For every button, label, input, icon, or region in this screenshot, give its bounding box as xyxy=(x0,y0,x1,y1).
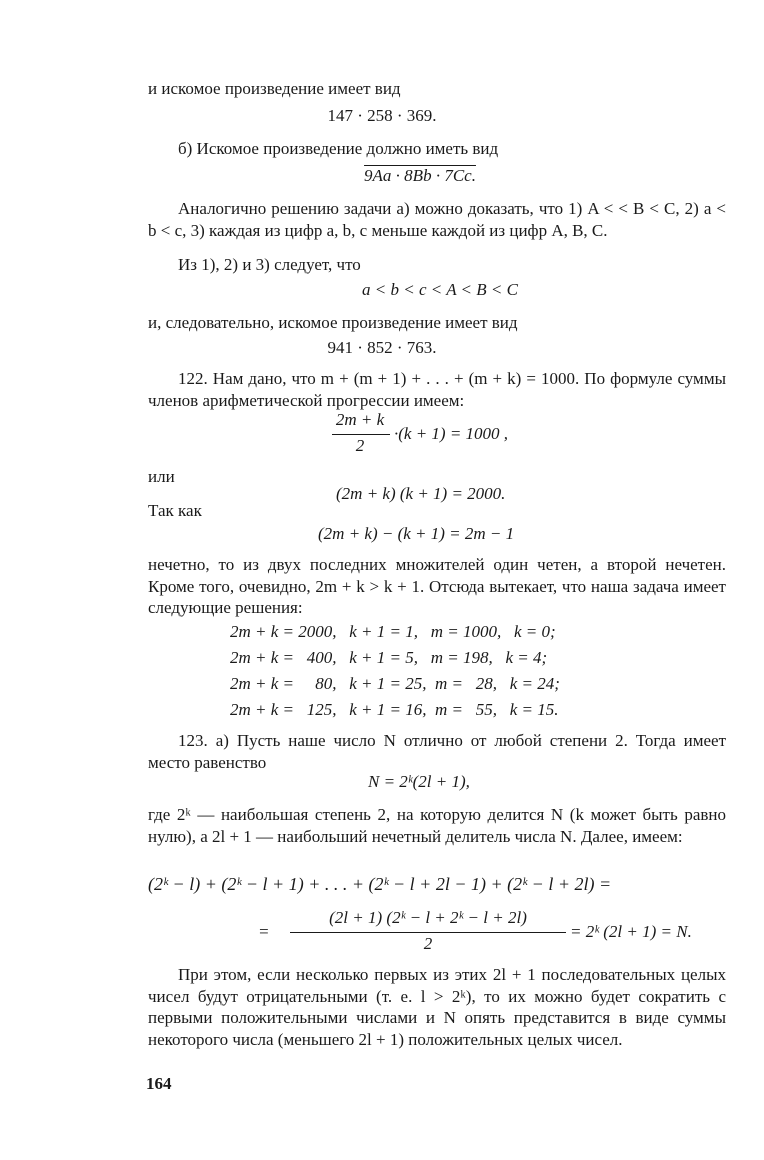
paragraph: где 2ᵏ — наибольшая степень 2, на которую делится N (k может быть равно нулю), а 2l + 1 — наибольший нечетный делитель числа N. Далее, имеем: xyxy=(148,805,726,846)
fraction-numerator: 2m + k xyxy=(335,410,385,429)
equation: (2m + k) − (k + 1) = 2m − 1 xyxy=(318,524,515,543)
equation: = 2ᵏ (2l + 1) = N. xyxy=(570,922,692,941)
paragraph: При этом, если несколько первых из этих 2l + 1 последовательных целых чисел будут отрицательными (т. е. l > 2ᵏ), то их можно будет сократить с первыми положительными числами и N опять представится в виде суммы некоторого числа (меньшего 2l + 1) положительных целых чисел. xyxy=(148,965,726,1049)
solution-line: 2m + k = 80, k + 1 = 25, m = 28, k = 24; xyxy=(230,674,560,693)
fraction-denominator: 2 xyxy=(423,934,433,953)
equation: N = 2ᵏ(2l + 1), xyxy=(368,772,470,791)
solution-line: 2m + k = 2000, k + 1 = 1, m = 1000, k = 0; xyxy=(230,622,556,641)
text-line: Так как xyxy=(148,501,202,520)
equation: 941 · 852 · 763. xyxy=(327,338,437,357)
text-line: б) Искомое произведение должно иметь вид xyxy=(178,139,499,158)
fraction-denominator: 2 xyxy=(355,436,365,455)
equation: (2ᵏ − l) + (2ᵏ − l + 1) + . . . + (2ᵏ − l + 2l − 1) + (2ᵏ − l + 2l) = xyxy=(148,874,612,894)
equation: = xyxy=(258,922,270,941)
paragraph: Аналогично решению задачи а) можно доказать, что 1) A < < B < C, 2) a < b < c, 3) каждая из цифр a, b, c меньше каждой из цифр A, B, C. xyxy=(148,199,726,240)
solution-line: 2m + k = 400, k + 1 = 5, m = 198, k = 4; xyxy=(230,648,548,667)
fraction-numerator: (2l + 1) (2ᵏ − l + 2ᵏ − l + 2l) xyxy=(329,908,527,927)
equation: ·(k + 1) = 1000 , xyxy=(394,424,509,443)
text-line: и искомое произведение имеет вид xyxy=(148,79,401,98)
equation: a < b < c < A < B < C xyxy=(362,280,518,299)
solution-line: 2m + k = 125, k + 1 = 16, m = 55, k = 15. xyxy=(230,700,559,719)
text-line: или xyxy=(148,467,175,486)
paragraph: нечетно, то из двух последних множителей один четен, а второй нечетен. Кроме того, очевидно, 2m + k > k + 1. Отсюда вытекает, что наша задача имеет следующие решения: xyxy=(148,555,726,617)
equation: 9Aa · 8Bb · 7Cc. xyxy=(364,166,476,185)
equation: 147 · 258 · 369. xyxy=(327,106,437,125)
page-number: 164 xyxy=(146,1074,172,1093)
paragraph: 122. Нам дано, что m + (m + 1) + . . . + (m + k) = 1000. По формуле суммы членов арифметической прогрессии имеем: xyxy=(148,369,726,410)
paragraph: 123. а) Пусть наше число N отлично от любой степени 2. Тогда имеет место равенство xyxy=(148,731,726,772)
equation: (2m + k) (k + 1) = 2000. xyxy=(336,484,506,503)
text-line: Из 1), 2) и 3) следует, что xyxy=(178,255,361,274)
text-line: и, следовательно, искомое произведение имеет вид xyxy=(148,313,518,332)
